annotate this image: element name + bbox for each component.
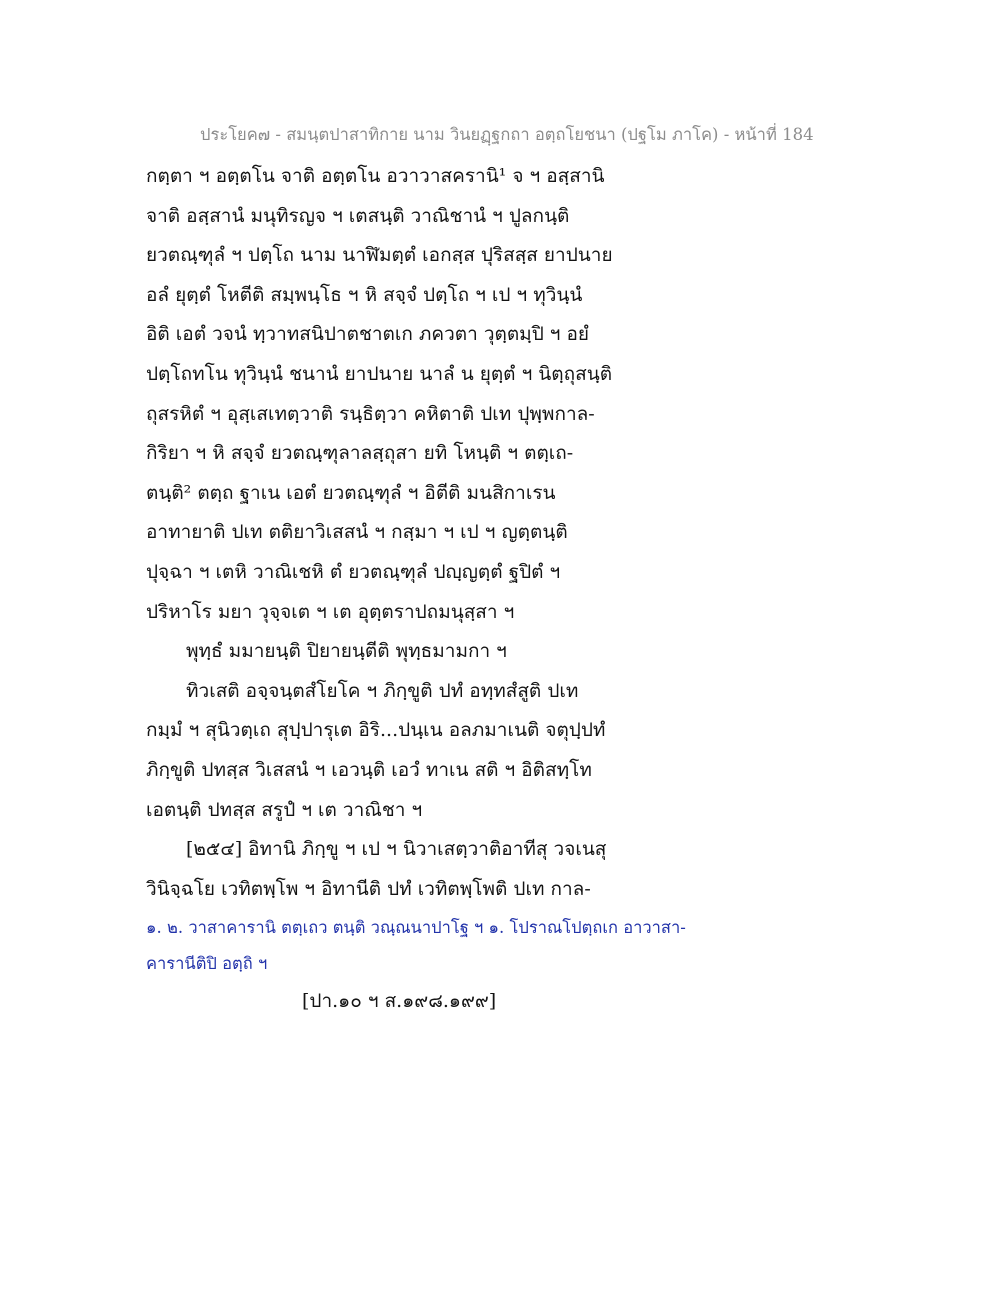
text-line: จาติ อสฺสานํ มนุทิรญจ ฯ เตสนฺติ วาณิชานํ ฯ ปูลกนฺติ [146, 204, 570, 227]
text-line: เอตนฺติ ปทสฺส สรูปํ ฯ เต วาณิชา ฯ [146, 798, 423, 821]
footnote-line: ๑. ๒. วาสาคารานิ ตตฺเถว ตนฺติ วณฺณนาปาโฐ ฯ ๑. โปราณโปตฺถเก อาวาสา- [146, 918, 686, 937]
text-line: อลํ ยุตฺตํ โหตีติ สมฺพนฺโธ ฯ หิ สจฺจํ ปตฺโถ ฯ เป ฯ ทุวินฺนํ [146, 283, 583, 306]
page-reference: [ปา.๑๐ ฯ ส.๑๙๘.๑๙๙] [302, 990, 497, 1012]
running-head: ประโยค๗ - สมนฺตปาสาทิกาย นาม วินยฏฺฐกถา อตฺถโยชนา (ปฐโม ภาโค) - หน้าที่ 184 [200, 125, 814, 144]
text-line: ถุสรหิตํ ฯ อุสฺเสเทตฺวาติ รนฺธิตฺวา คหิตาติ ปเท ปุพฺพกาล- [146, 402, 595, 425]
main-text [146, 157, 706, 909]
text-line: ภิกฺขูติ ปทสฺส วิเสสนํ ฯ เอวนฺติ เอวํ ทาเน สติ ฯ อิติสทฺโท [146, 758, 592, 781]
footnote-line: คารานีติปิ อตฺถิ ฯ [146, 954, 268, 973]
text-line: อิติ เอตํ วจนํ ทฺวาทสนิปาตชาตเก ภควตา วุตฺตมฺปิ ฯ อยํ [146, 323, 590, 346]
text-line: ปุจฺฉา ฯ เตหิ วาณิเชหิ ตํ ยวตณฺฑุลํ ปญฺญตฺตํ ฐปิตํ ฯ [146, 560, 561, 583]
text-line: ตนฺติ² ตตฺถ ฐาเน เอตํ ยวตณฺฑุลํ ฯ อิตีติ มนสิกาเรน [146, 481, 556, 504]
text-line: กตฺตา ฯ อตฺตโน จาติ อตฺตโน อวาวาสครานิ¹ จ ฯ อสฺสานิ [146, 165, 605, 187]
text-line: ปริหาโร มยา วุจฺจเต ฯ เต อุตฺตราปถมนุสฺสา ฯ [146, 600, 515, 623]
text-line: ปตฺโถทโน ทุวินฺนํ ชนานํ ยาปนาย นาลํ น ยุตฺตํ ฯ นิตฺถุสนฺติ [146, 362, 613, 385]
text-line: วินิจฺฉโย เวทิตพฺโพ ฯ อิทานีติ ปทํ เวทิตพฺโพติ ปเท กาล- [146, 877, 591, 900]
text-line: กมฺมํ ฯ สุนิวตฺเถ สุปฺปารุเต อิริ...ปนฺเน อลภมาเนติ จตุปฺปทํ [146, 719, 606, 742]
footnotes [146, 910, 746, 982]
text-line: อาทายาติ ปเท ตติยาวิเสสนํ ฯ กสฺมา ฯ เป ฯ ญตฺตนฺติ [146, 521, 568, 544]
paragraph-start-line: [๒๕๔] อิทานิ ภิกฺขู ฯ เป ฯ นิวาเสตฺวาติอาทีสุ วจเนสุ [186, 838, 607, 861]
paragraph-start-line: พุทฺธํ มมายนฺติ ปิยายนฺตีติ พุทฺธมามกา ฯ [186, 640, 507, 663]
paragraph-start-line: ทิวเสติ อจฺจนฺตสํโยโค ฯ ภิกฺขูติ ปทํ อทฺทสํสูติ ปเท [186, 679, 579, 702]
text-line: ยวตณฺฑุลํ ฯ ปตฺโถ นาม นาฬิมตฺตํ เอกสฺส ปุริสสฺส ยาปนาย [146, 244, 613, 267]
text-line: กิริยา ฯ หิ สจฺจํ ยวตณฺฑุลาลสฺถุสา ยทิ โหนฺติ ฯ ตตฺเถ- [146, 442, 574, 465]
